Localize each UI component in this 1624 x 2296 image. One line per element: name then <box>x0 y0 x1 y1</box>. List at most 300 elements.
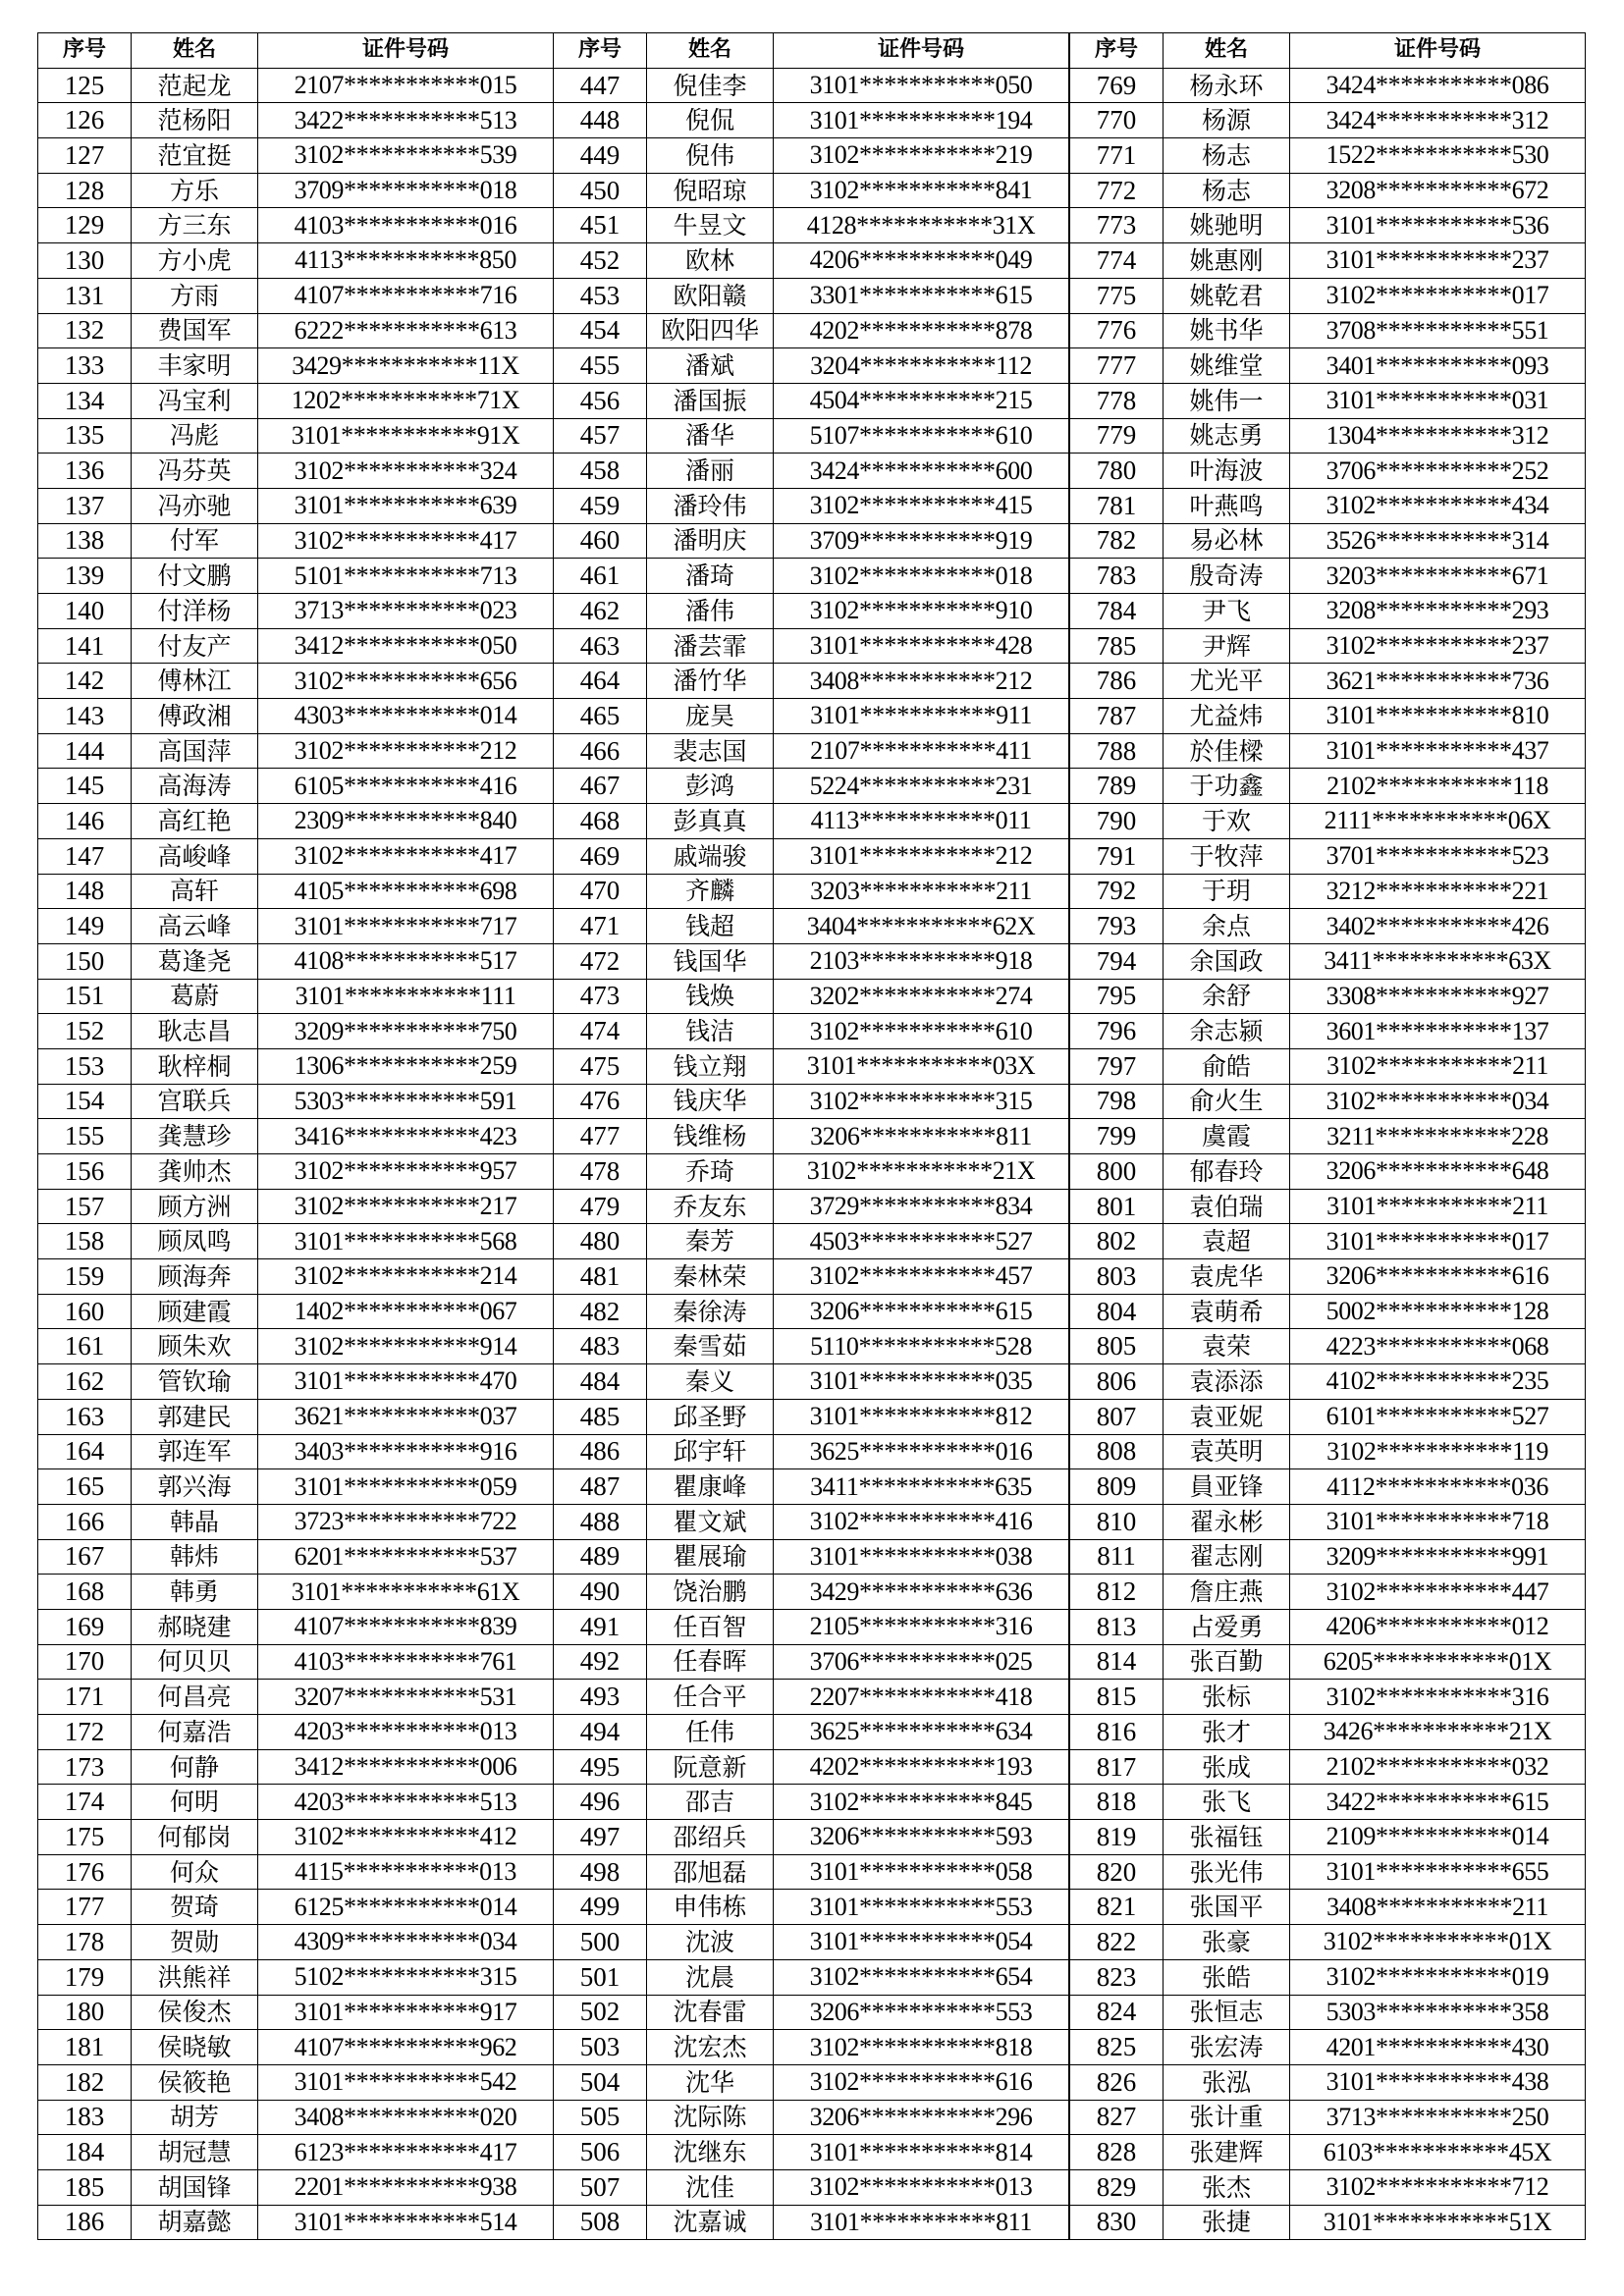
name-cell: 郭建民 <box>132 1399 258 1434</box>
name-cell: 胡嘉懿 <box>132 2205 258 2240</box>
seq-cell: 818 <box>1070 1785 1164 1820</box>
name-cell: 秦林荣 <box>647 1259 774 1295</box>
id-number-cell: 3101***********212 <box>774 838 1069 874</box>
seq-cell: 824 <box>1070 1995 1164 2030</box>
id-number-cell: 3102***********212 <box>258 733 554 769</box>
table-row <box>38 1469 554 1505</box>
seq-cell: 785 <box>1070 628 1164 664</box>
table-row <box>38 559 554 594</box>
id-number-cell: 3709***********919 <box>774 523 1069 559</box>
table-row <box>554 2030 1069 2065</box>
table-row <box>554 1820 1069 1855</box>
seq-cell: 448 <box>554 103 647 138</box>
table-row <box>1070 1609 1586 1644</box>
seq-cell: 462 <box>554 594 647 629</box>
id-number-cell: 3709***********018 <box>258 173 554 208</box>
id-number-cell: 3101***********61X <box>258 1575 554 1610</box>
name-cell: 占爱勇 <box>1164 1609 1290 1644</box>
table-row <box>554 208 1069 243</box>
table-row <box>554 664 1069 699</box>
table-row <box>38 103 554 138</box>
id-number-cell: 3403***********916 <box>258 1434 554 1469</box>
name-cell: 杨源 <box>1164 103 1290 138</box>
id-number-cell: 3424***********086 <box>1290 68 1586 103</box>
name-cell: 龚帅杰 <box>132 1154 258 1190</box>
id-number-cell: 6101***********527 <box>1290 1399 1586 1434</box>
table-row <box>554 838 1069 874</box>
id-number-cell: 3416***********423 <box>258 1119 554 1154</box>
name-cell: 付友产 <box>132 628 258 664</box>
seq-cell: 178 <box>38 1925 132 1960</box>
seq-cell: 797 <box>1070 1048 1164 1084</box>
seq-cell: 829 <box>1070 2169 1164 2205</box>
seq-cell: 166 <box>38 1504 132 1539</box>
id-number-cell: 3101***********91X <box>258 418 554 454</box>
seq-cell: 186 <box>38 2205 132 2240</box>
name-cell: 欧林 <box>647 243 774 279</box>
seq-cell: 807 <box>1070 1399 1164 1434</box>
table-row <box>554 1048 1069 1084</box>
name-cell: 张泓 <box>1164 2064 1290 2100</box>
id-number-cell: 3206***********616 <box>1290 1259 1586 1295</box>
name-cell: 胡国锋 <box>132 2169 258 2205</box>
name-cell: 邵绍兵 <box>647 1820 774 1855</box>
seq-cell: 447 <box>554 68 647 103</box>
seq-cell: 485 <box>554 1399 647 1434</box>
table-row <box>38 979 554 1014</box>
id-number-cell: 3526***********314 <box>1290 523 1586 559</box>
id-number-cell: 4504***********215 <box>774 383 1069 418</box>
seq-cell: 778 <box>1070 383 1164 418</box>
seq-cell: 455 <box>554 348 647 384</box>
seq-cell: 500 <box>554 1925 647 1960</box>
name-cell: 费国军 <box>132 313 258 348</box>
id-number-cell: 3701***********523 <box>1290 838 1586 874</box>
table-row <box>1070 1959 1586 1995</box>
seq-cell: 136 <box>38 454 132 489</box>
id-number-cell: 3101***********568 <box>258 1224 554 1259</box>
name-cell: 张捷 <box>1164 2205 1290 2240</box>
name-cell: 尤光平 <box>1164 664 1290 699</box>
name-cell: 潘竹华 <box>647 664 774 699</box>
id-number-cell: 1522***********530 <box>1290 138 1586 174</box>
id-number-cell: 3203***********671 <box>1290 559 1586 594</box>
name-cell: 付军 <box>132 523 258 559</box>
table-row <box>38 173 554 208</box>
id-number-cell: 3708***********551 <box>1290 313 1586 348</box>
seq-cell: 812 <box>1070 1575 1164 1610</box>
name-cell: 姚驰明 <box>1164 208 1290 243</box>
id-number-cell: 3408***********211 <box>1290 1890 1586 1925</box>
table-row <box>1070 979 1586 1014</box>
name-cell: 沈际陈 <box>647 2100 774 2135</box>
table-row <box>1070 138 1586 174</box>
table-row <box>554 1995 1069 2030</box>
name-cell: 尹辉 <box>1164 628 1290 664</box>
table-row <box>1070 1434 1586 1469</box>
id-number-cell: 3102***********910 <box>774 594 1069 629</box>
id-number-cell: 4105***********698 <box>258 874 554 909</box>
name-cell: 沈继东 <box>647 2135 774 2170</box>
header-row <box>554 33 1069 69</box>
table-row <box>1070 699 1586 734</box>
seq-cell: 501 <box>554 1959 647 1995</box>
seq-cell: 450 <box>554 173 647 208</box>
table-row <box>38 1504 554 1539</box>
id-number-cell: 3102***********119 <box>1290 1434 1586 1469</box>
name-cell: 袁英明 <box>1164 1434 1290 1469</box>
table-row <box>554 1959 1069 1995</box>
seq-cell: 814 <box>1070 1644 1164 1680</box>
seq-cell: 481 <box>554 1259 647 1295</box>
id-number-cell: 2107***********411 <box>774 733 1069 769</box>
id-number-cell: 3411***********635 <box>774 1469 1069 1505</box>
table-row <box>554 454 1069 489</box>
name-cell: 余志颍 <box>1164 1014 1290 1049</box>
seq-cell: 465 <box>554 699 647 734</box>
name-cell: 潘斌 <box>647 348 774 384</box>
table-row <box>554 628 1069 664</box>
id-number-cell: 3102***********415 <box>774 488 1069 523</box>
name-cell: 倪伟 <box>647 138 774 174</box>
seq-cell: 816 <box>1070 1715 1164 1750</box>
id-number-cell: 3101***********237 <box>1290 243 1586 279</box>
table-row <box>1070 628 1586 664</box>
id-number-cell: 2107***********015 <box>258 68 554 103</box>
id-number-cell: 3101***********717 <box>258 909 554 944</box>
seq-cell: 494 <box>554 1715 647 1750</box>
seq-cell: 802 <box>1070 1224 1164 1259</box>
id-number-cell: 3101***********438 <box>1290 2064 1586 2100</box>
name-cell: 沈嘉诚 <box>647 2205 774 2240</box>
seq-cell: 174 <box>38 1785 132 1820</box>
name-cell: 范杨阳 <box>132 103 258 138</box>
seq-cell: 149 <box>38 909 132 944</box>
table-row <box>1070 1469 1586 1505</box>
id-number-cell: 3101***********058 <box>774 1854 1069 1890</box>
name-cell: 丰家明 <box>132 348 258 384</box>
table-row <box>1070 68 1586 103</box>
id-number-cell: 3101***********428 <box>774 628 1069 664</box>
seq-cell: 489 <box>554 1539 647 1575</box>
header-row <box>1070 33 1586 69</box>
name-cell: 倪佳李 <box>647 68 774 103</box>
id-number-cell: 3621***********037 <box>258 1399 554 1434</box>
table-row <box>1070 2064 1586 2100</box>
id-number-cell: 5101***********713 <box>258 559 554 594</box>
id-number-cell: 3102***********412 <box>258 1820 554 1855</box>
table-row <box>1070 313 1586 348</box>
seq-cell: 125 <box>38 68 132 103</box>
name-cell: 钱维杨 <box>647 1119 774 1154</box>
id-number-cell: 3202***********274 <box>774 979 1069 1014</box>
table-row <box>38 1959 554 1995</box>
table-row <box>554 243 1069 279</box>
id-number-cell: 3101***********017 <box>1290 1224 1586 1259</box>
seq-cell: 182 <box>38 2064 132 2100</box>
table-row <box>1070 278 1586 313</box>
seq-cell: 786 <box>1070 664 1164 699</box>
table-row <box>554 909 1069 944</box>
id-number-cell: 3203***********211 <box>774 874 1069 909</box>
name-cell: 张标 <box>1164 1680 1290 1715</box>
table-row <box>1070 1680 1586 1715</box>
name-cell: 张国平 <box>1164 1890 1290 1925</box>
table-row <box>554 2205 1069 2240</box>
id-number-cell: 3102***********656 <box>258 664 554 699</box>
id-number-cell: 3101***********811 <box>774 2205 1069 2240</box>
seq-cell: 498 <box>554 1854 647 1890</box>
seq-cell: 176 <box>38 1854 132 1890</box>
name-cell: 任合平 <box>647 1680 774 1715</box>
name-cell: 袁超 <box>1164 1224 1290 1259</box>
name-cell: 钱国华 <box>647 943 774 979</box>
id-number-cell: 4223***********068 <box>1290 1329 1586 1364</box>
table-row <box>38 1224 554 1259</box>
id-number-cell: 3101***********814 <box>774 2135 1069 2170</box>
header-id-number: 证件号码 <box>774 33 1069 69</box>
id-number-cell: 3101***********031 <box>1290 383 1586 418</box>
name-cell: 方小虎 <box>132 243 258 279</box>
table-row <box>38 1399 554 1434</box>
seq-cell: 457 <box>554 418 647 454</box>
id-number-cell: 3101***********553 <box>774 1890 1069 1925</box>
id-number-cell: 3625***********016 <box>774 1434 1069 1469</box>
seq-cell: 798 <box>1070 1084 1164 1119</box>
seq-cell: 475 <box>554 1048 647 1084</box>
table-row <box>554 1925 1069 1960</box>
seq-cell: 134 <box>38 383 132 418</box>
table-row <box>554 1785 1069 1820</box>
name-cell: 姚书华 <box>1164 313 1290 348</box>
name-cell: 张飞 <box>1164 1785 1290 1820</box>
seq-cell: 452 <box>554 243 647 279</box>
table-row <box>1070 454 1586 489</box>
name-cell: 倪昭琼 <box>647 173 774 208</box>
seq-cell: 774 <box>1070 243 1164 279</box>
table-row <box>554 1084 1069 1119</box>
name-cell: 高云峰 <box>132 909 258 944</box>
name-cell: 沈华 <box>647 2064 774 2100</box>
id-number-cell: 3102***********914 <box>258 1329 554 1364</box>
id-number-cell: 3404***********62X <box>774 909 1069 944</box>
id-number-cell: 4107***********839 <box>258 1609 554 1644</box>
name-cell: 姚伟一 <box>1164 383 1290 418</box>
id-number-cell: 3101***********111 <box>258 979 554 1014</box>
seq-cell: 150 <box>38 943 132 979</box>
id-number-cell: 3102***********434 <box>1290 488 1586 523</box>
seq-cell: 502 <box>554 1995 647 2030</box>
table-row <box>1070 1364 1586 1400</box>
table-row <box>38 454 554 489</box>
id-number-cell: 3209***********750 <box>258 1014 554 1049</box>
name-cell: 姚维堂 <box>1164 348 1290 384</box>
seq-cell: 492 <box>554 1644 647 1680</box>
table-row <box>38 838 554 874</box>
table-row <box>38 804 554 839</box>
name-cell: 袁虎华 <box>1164 1259 1290 1295</box>
name-cell: 潘明庆 <box>647 523 774 559</box>
seq-cell: 133 <box>38 348 132 384</box>
seq-cell: 461 <box>554 559 647 594</box>
name-cell: 贺琦 <box>132 1890 258 1925</box>
name-cell: 姚惠刚 <box>1164 243 1290 279</box>
table-row <box>38 2100 554 2135</box>
table-row <box>1070 594 1586 629</box>
name-cell: 袁荣 <box>1164 1329 1290 1364</box>
table-row <box>38 2030 554 2065</box>
table-row <box>1070 733 1586 769</box>
id-number-cell: 3412***********050 <box>258 628 554 664</box>
id-number-cell: 2111***********06X <box>1290 804 1586 839</box>
name-cell: 管钦瑜 <box>132 1364 258 1400</box>
seq-cell: 804 <box>1070 1294 1164 1329</box>
table-row <box>38 1119 554 1154</box>
id-number-cell: 4128***********31X <box>774 208 1069 243</box>
id-number-cell: 3101***********437 <box>1290 733 1586 769</box>
name-cell: 袁亚妮 <box>1164 1399 1290 1434</box>
name-cell: 欧阳赣 <box>647 278 774 313</box>
id-number-cell: 4206***********012 <box>1290 1609 1586 1644</box>
id-number-cell: 1202***********71X <box>258 383 554 418</box>
seq-cell: 163 <box>38 1399 132 1434</box>
name-cell: 何嘉浩 <box>132 1715 258 1750</box>
seq-cell: 503 <box>554 2030 647 2065</box>
table-row <box>38 699 554 734</box>
table-row <box>1070 909 1586 944</box>
name-cell: 裴志国 <box>647 733 774 769</box>
seq-cell: 185 <box>38 2169 132 2205</box>
seq-cell: 795 <box>1070 979 1164 1014</box>
id-number-cell: 3429***********636 <box>774 1575 1069 1610</box>
table-row <box>38 1048 554 1084</box>
roster-table-1 <box>37 32 554 2240</box>
id-number-cell: 3206***********615 <box>774 1294 1069 1329</box>
id-number-cell: 3206***********811 <box>774 1119 1069 1154</box>
seq-cell: 483 <box>554 1329 647 1364</box>
name-cell: 张百勤 <box>1164 1644 1290 1680</box>
table-row <box>554 1890 1069 1925</box>
table-row <box>554 979 1069 1014</box>
table-row <box>1070 1749 1586 1785</box>
table-row <box>38 208 554 243</box>
seq-cell: 769 <box>1070 68 1164 103</box>
name-cell: 冯亦驰 <box>132 488 258 523</box>
table-row <box>1070 1890 1586 1925</box>
seq-cell: 506 <box>554 2135 647 2170</box>
name-cell: 潘国振 <box>647 383 774 418</box>
seq-cell: 160 <box>38 1294 132 1329</box>
name-cell: 胡冠慧 <box>132 2135 258 2170</box>
table-row <box>1070 559 1586 594</box>
table-row <box>554 1364 1069 1400</box>
name-cell: 邱宇轩 <box>647 1434 774 1469</box>
seq-cell: 126 <box>38 103 132 138</box>
id-number-cell: 3102***********237 <box>1290 628 1586 664</box>
name-cell: 贺勋 <box>132 1925 258 1960</box>
name-cell: 何昌亮 <box>132 1680 258 1715</box>
table-row <box>554 383 1069 418</box>
table-row <box>1070 1014 1586 1049</box>
name-cell: 牛昱文 <box>647 208 774 243</box>
id-number-cell: 3422***********615 <box>1290 1785 1586 1820</box>
name-cell: 余点 <box>1164 909 1290 944</box>
id-number-cell: 3412***********006 <box>258 1749 554 1785</box>
name-cell: 詹庄燕 <box>1164 1575 1290 1610</box>
id-number-cell: 3621***********736 <box>1290 664 1586 699</box>
id-number-cell: 5107***********610 <box>774 418 1069 454</box>
table-row <box>1070 1084 1586 1119</box>
id-number-cell: 3101***********03X <box>774 1048 1069 1084</box>
table-row <box>554 2064 1069 2100</box>
table-row <box>1070 2205 1586 2240</box>
id-number-cell: 3101***********51X <box>1290 2205 1586 2240</box>
id-number-cell: 3101***********655 <box>1290 1854 1586 1890</box>
id-number-cell: 4309***********034 <box>258 1925 554 1960</box>
seq-cell: 799 <box>1070 1119 1164 1154</box>
table-row <box>554 2100 1069 2135</box>
id-number-cell: 4202***********878 <box>774 313 1069 348</box>
table-row <box>1070 243 1586 279</box>
table-row <box>38 1575 554 1610</box>
seq-cell: 781 <box>1070 488 1164 523</box>
table-row <box>1070 943 1586 979</box>
name-cell: 耿梓桐 <box>132 1048 258 1084</box>
table-row <box>38 1749 554 1785</box>
table-row <box>1070 1715 1586 1750</box>
seq-cell: 130 <box>38 243 132 279</box>
name-cell: 钱超 <box>647 909 774 944</box>
table-row <box>1070 173 1586 208</box>
name-cell: 潘琦 <box>647 559 774 594</box>
table-row <box>1070 523 1586 559</box>
seq-cell: 822 <box>1070 1925 1164 1960</box>
seq-cell: 153 <box>38 1048 132 1084</box>
id-number-cell: 4112***********036 <box>1290 1469 1586 1505</box>
table-row <box>38 278 554 313</box>
name-cell: 韩勇 <box>132 1575 258 1610</box>
name-cell: 何贝贝 <box>132 1644 258 1680</box>
seq-cell: 156 <box>38 1154 132 1190</box>
name-cell: 潘芸霏 <box>647 628 774 664</box>
table-row <box>38 1259 554 1295</box>
name-cell: 杨永环 <box>1164 68 1290 103</box>
name-cell: 何明 <box>132 1785 258 1820</box>
seq-cell: 451 <box>554 208 647 243</box>
name-cell: 高国萍 <box>132 733 258 769</box>
name-cell: 钱洁 <box>647 1014 774 1049</box>
id-number-cell: 3101***********038 <box>774 1539 1069 1575</box>
name-cell: 任春晖 <box>647 1644 774 1680</box>
table-row <box>38 2064 554 2100</box>
seq-cell: 770 <box>1070 103 1164 138</box>
id-number-cell: 5110***********528 <box>774 1329 1069 1364</box>
table-row <box>38 594 554 629</box>
id-number-cell: 3102***********841 <box>774 173 1069 208</box>
id-number-cell: 4103***********761 <box>258 1644 554 1680</box>
name-cell: 秦雪茹 <box>647 1329 774 1364</box>
name-cell: 张建辉 <box>1164 2135 1290 2170</box>
table-row <box>38 1715 554 1750</box>
seq-cell: 168 <box>38 1575 132 1610</box>
table-row <box>38 1014 554 1049</box>
table-row <box>1070 838 1586 874</box>
name-cell: 彭鸿 <box>647 769 774 804</box>
seq-cell: 456 <box>554 383 647 418</box>
seq-cell: 173 <box>38 1749 132 1785</box>
name-cell: 韩晶 <box>132 1504 258 1539</box>
name-cell: 韩炜 <box>132 1539 258 1575</box>
